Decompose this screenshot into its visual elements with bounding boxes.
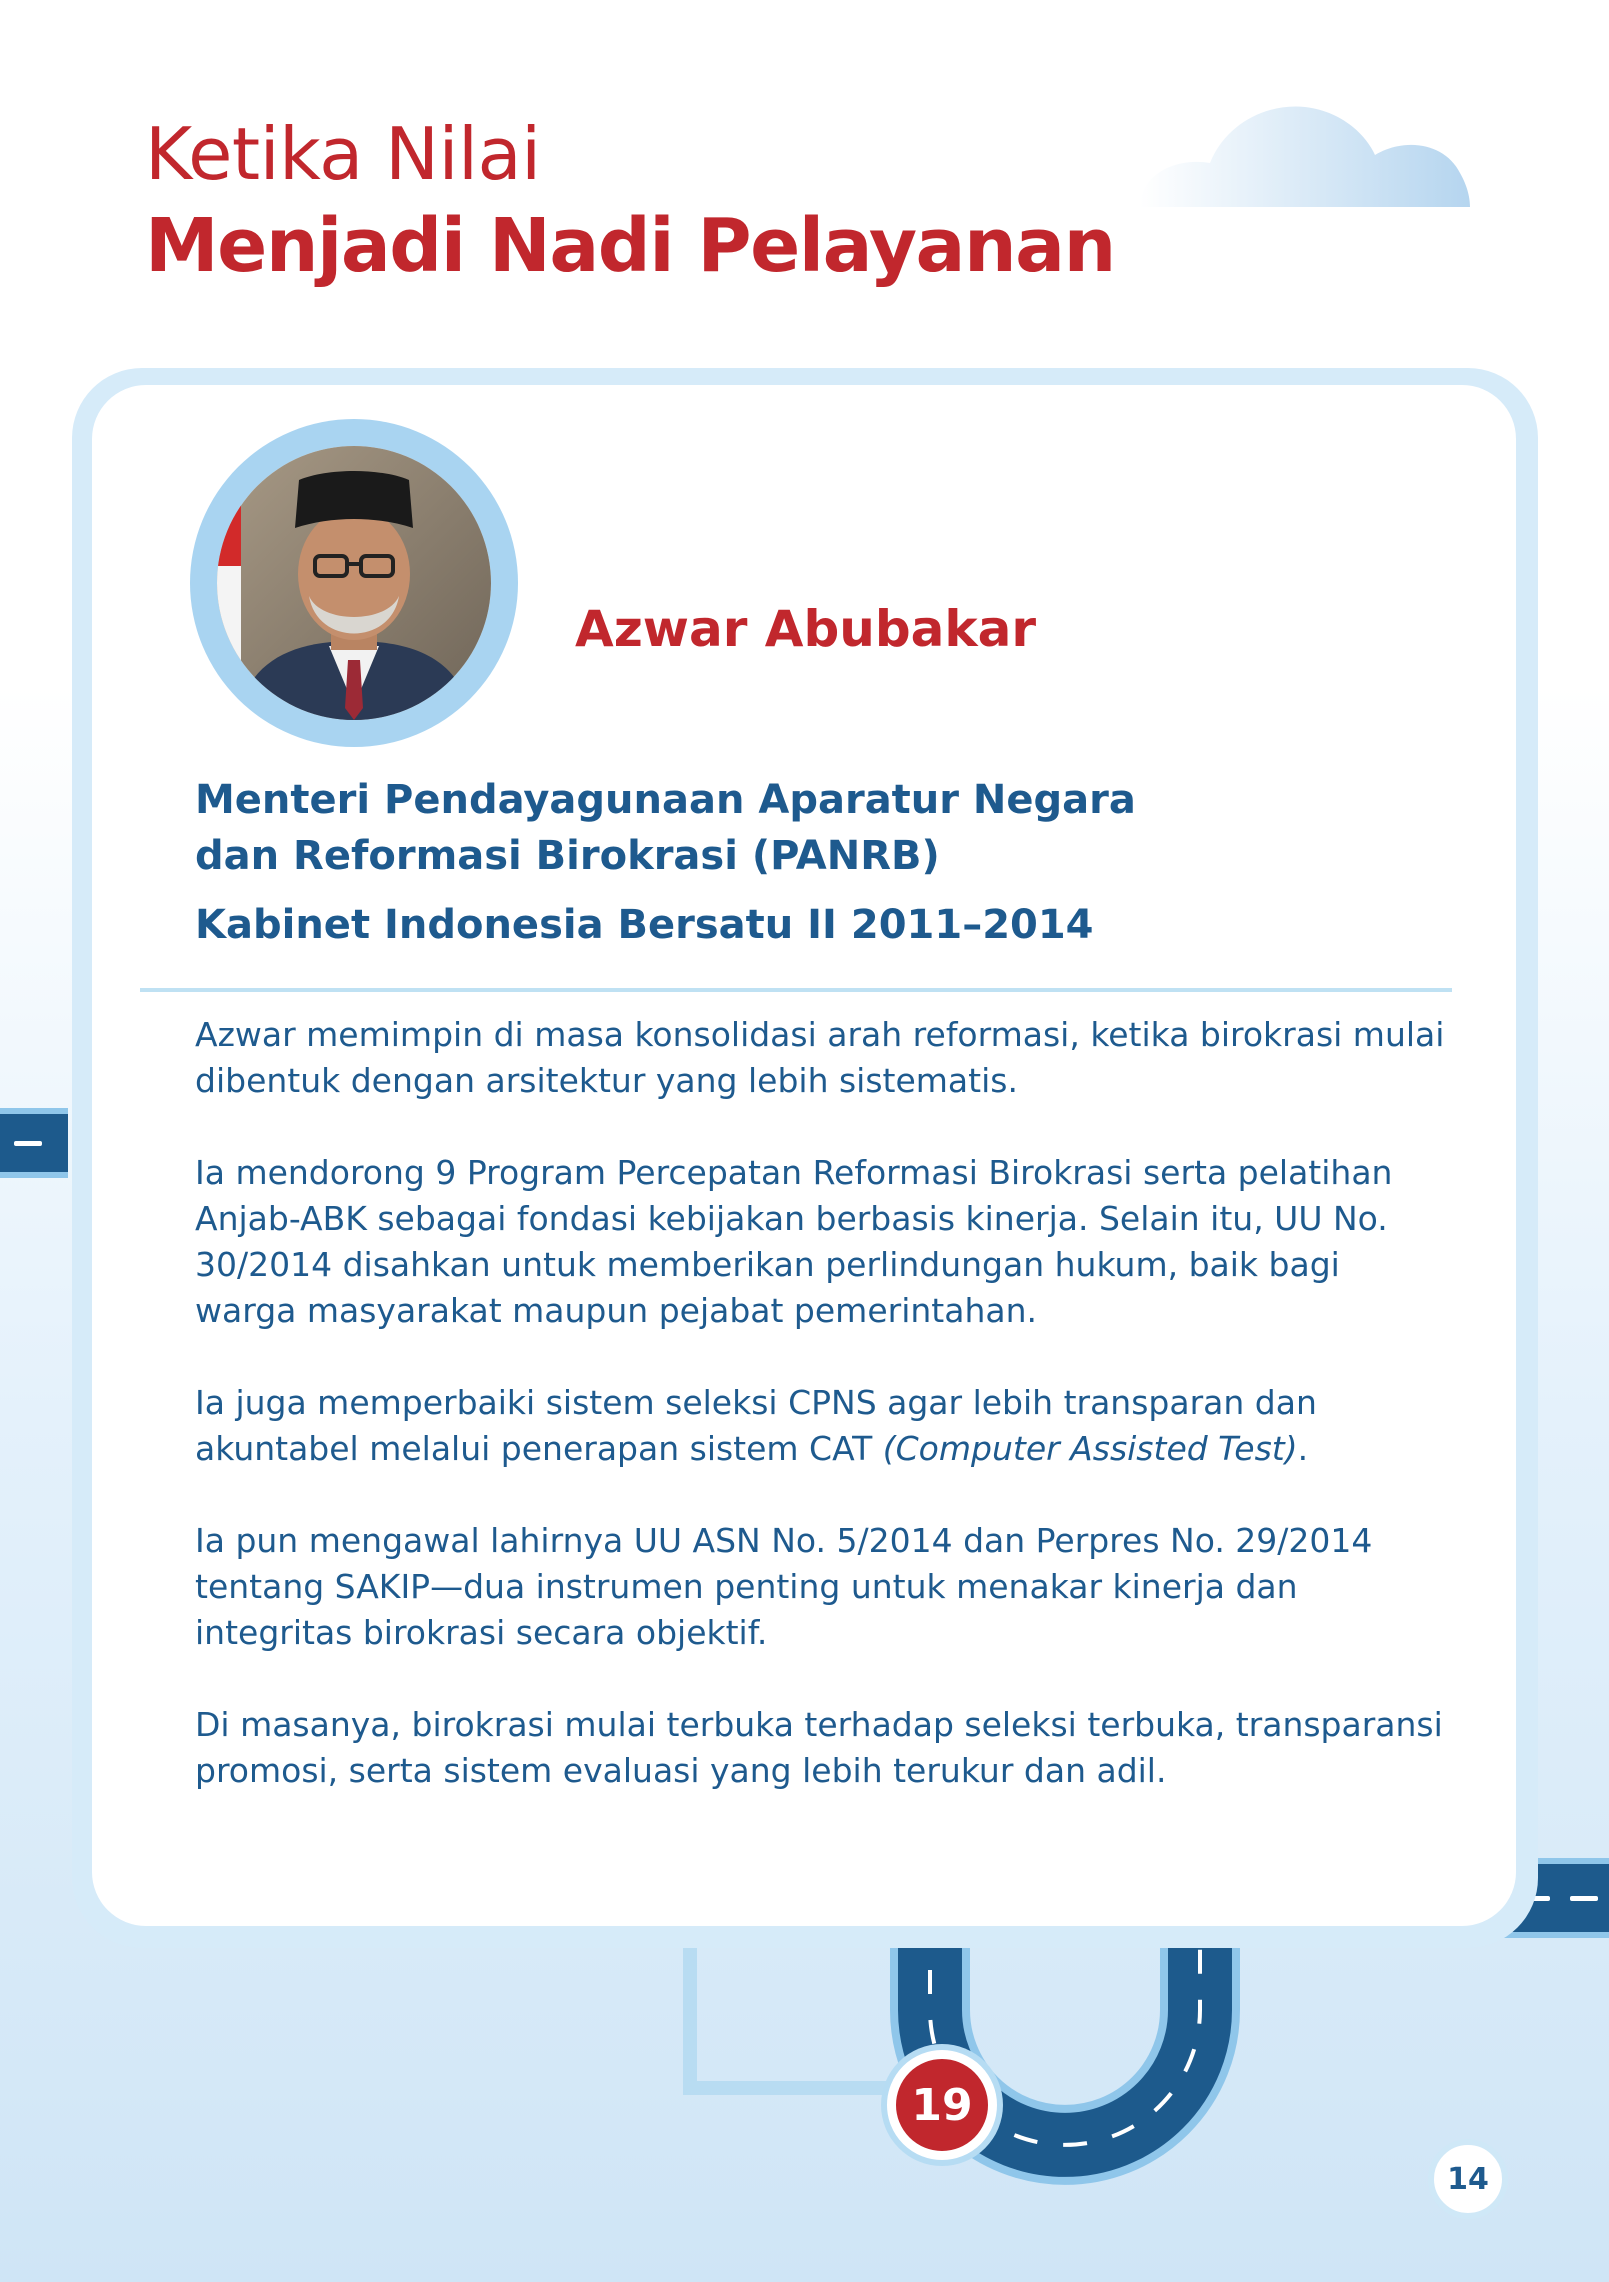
divider bbox=[140, 988, 1452, 992]
bio-paragraph-5: Di masanya, birokrasi mulai terbuka terhadap seleksi terbuka, transparansi promosi, serta sistem evaluasi yang lebih terukur dan adil. bbox=[195, 1705, 1443, 1790]
sequence-badge: 19 bbox=[887, 2050, 997, 2160]
portrait-photo bbox=[217, 446, 491, 720]
cloud-icon bbox=[1135, 95, 1475, 210]
bio-paragraph-3 bbox=[195, 1380, 1445, 1472]
bio-paragraph-1: Azwar memimpin di masa konsolidasi arah reformasi, ketika birokrasi mulai dibentuk dengan arsitektur yang lebih sistematis. bbox=[195, 1015, 1445, 1100]
page-number: 14 bbox=[1428, 2139, 1508, 2219]
title-line-1: Ketika Nilai bbox=[145, 112, 541, 196]
bio-paragraph-4: Ia pun mengawal lahirnya UU ASN No. 5/2014 dan Perpres No. 29/2014 tentang SAKIP—dua instrumen penting untuk menakar kinerja dan integritas birokrasi secara objektif. bbox=[195, 1521, 1373, 1652]
bio-paragraph-3-end: . bbox=[1297, 1429, 1309, 1468]
title-line-2: Menjadi Nadi Pelayanan bbox=[145, 203, 1115, 289]
cabinet-period: Kabinet Indonesia Bersatu II 2011–2014 bbox=[195, 902, 1094, 948]
role-line: Menteri Pendayagunaan Aparatur Negara dan Reformasi Birokrasi (PANRB) bbox=[195, 777, 1136, 879]
bio-paragraph-2: Ia mendorong 9 Program Percepatan Reformasi Birokrasi serta pelatihan Anjab-ABK sebagai fondasi kebijakan berbasis kinerja. Selain itu, UU No. 30/2014 disahkan untuk memberikan perlindungan hukum, baik bagi warga masyarakat maupun pejabat pemerintahan. bbox=[195, 1153, 1393, 1330]
person-role bbox=[195, 772, 1395, 884]
bio-paragraph-3-italic: (Computer Assisted Test) bbox=[882, 1429, 1298, 1468]
bio-paragraph-3-text: Ia juga memperbaiki sistem seleksi CPNS agar lebih transparan dan akuntabel melalui penerapan sistem CAT bbox=[195, 1383, 1317, 1468]
biography bbox=[195, 1012, 1445, 1840]
person-name: Azwar Abubakar bbox=[575, 600, 1037, 658]
